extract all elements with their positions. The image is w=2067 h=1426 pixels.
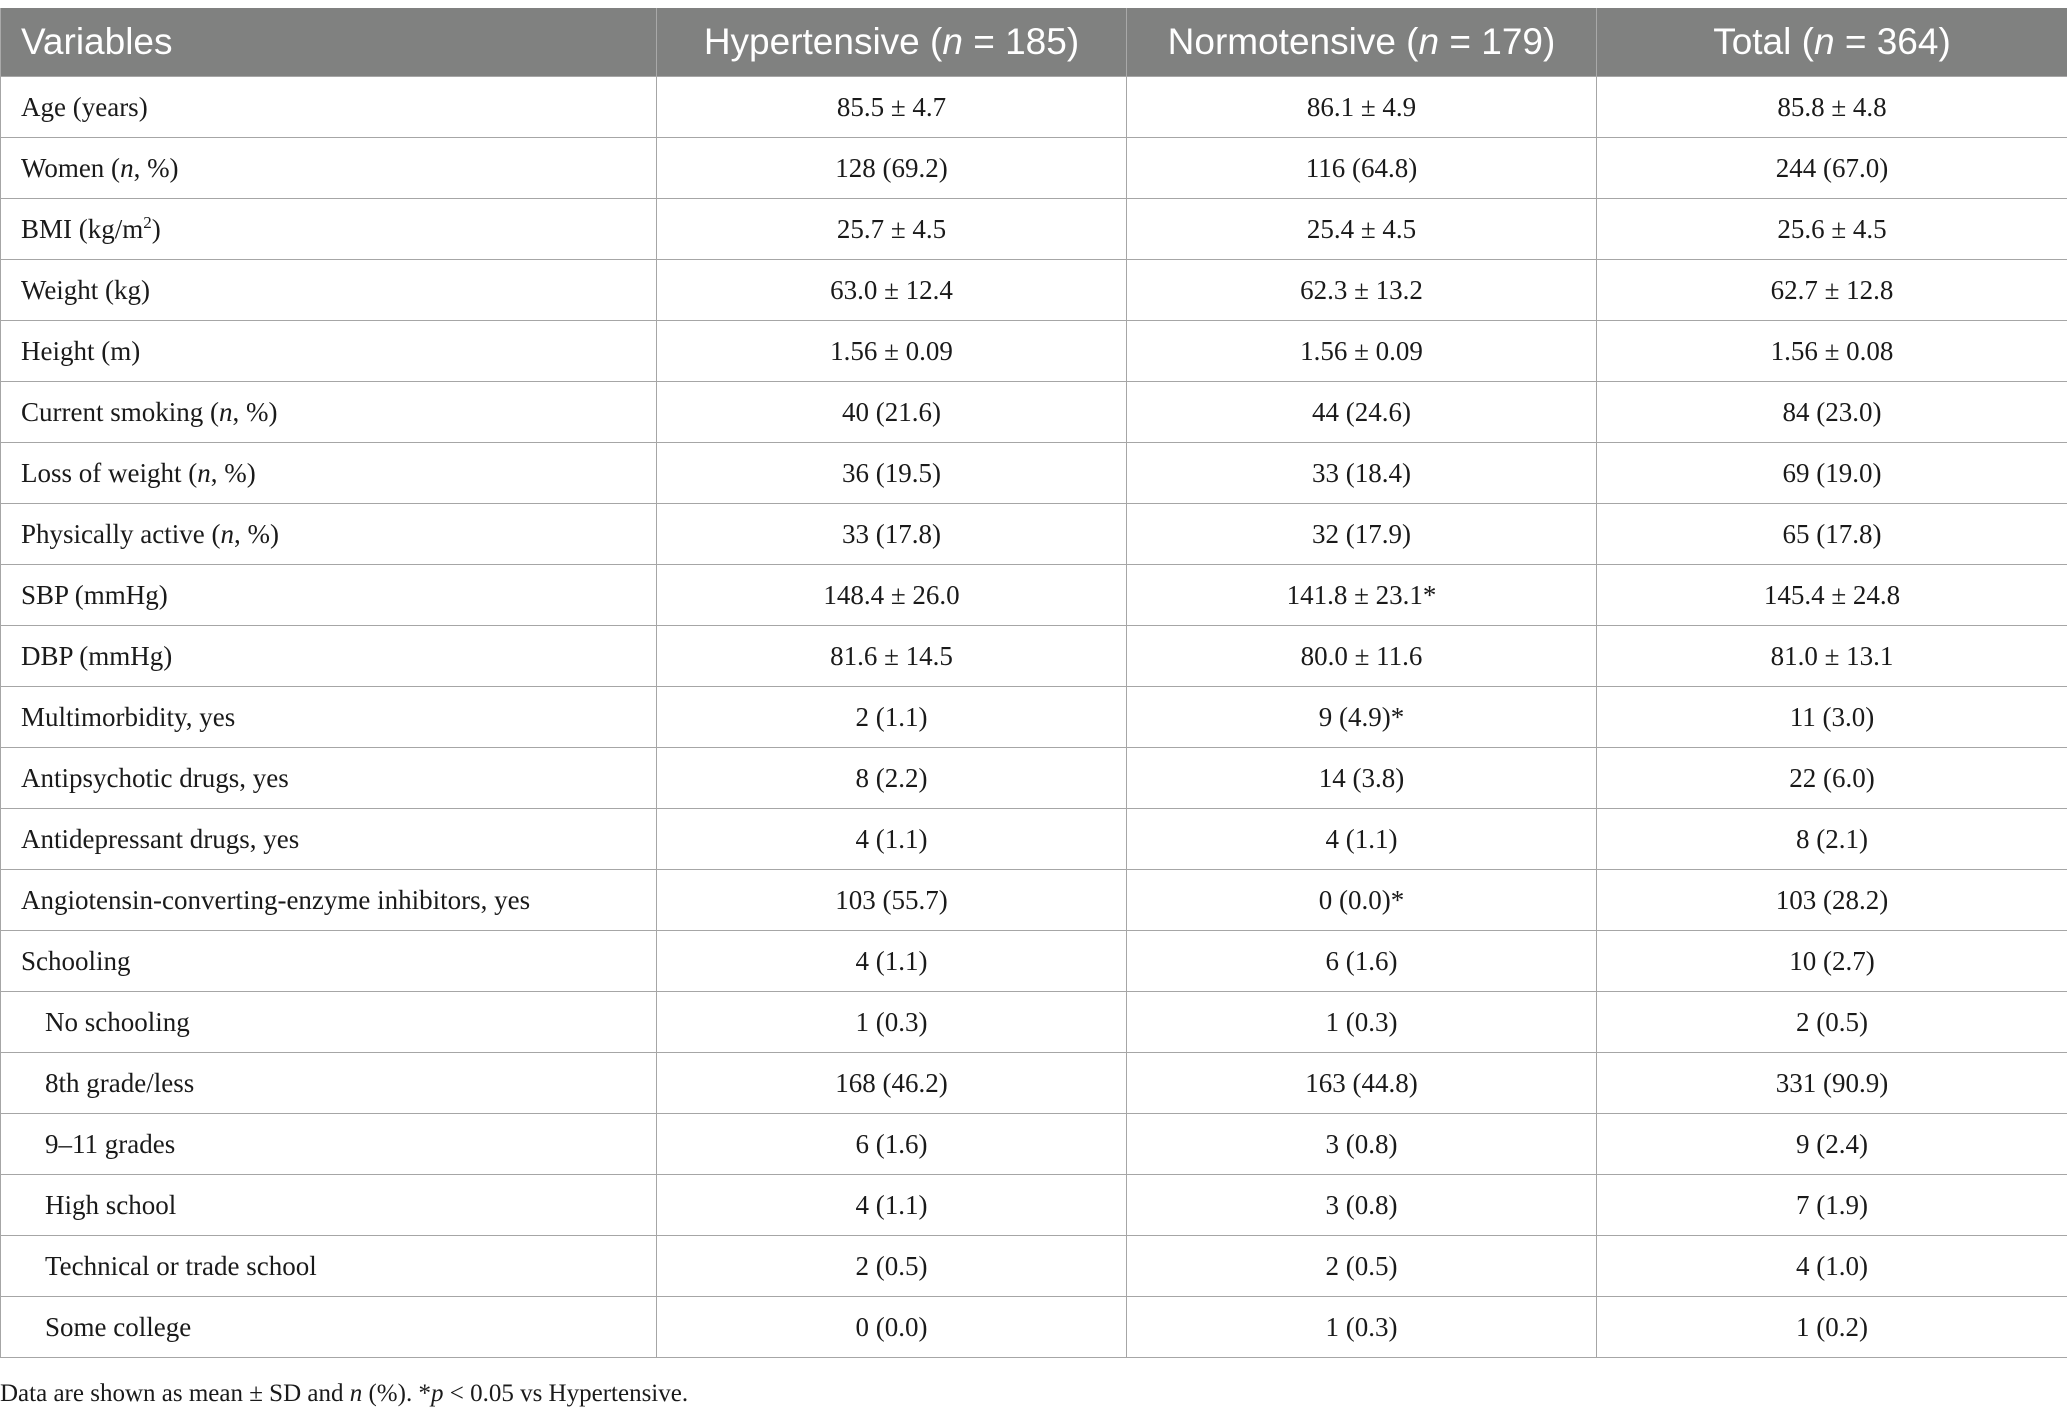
cell-hypertensive: 4 (1.1) [657,1175,1127,1236]
cell-hypertensive: 33 (17.8) [657,504,1127,565]
cell-total: 145.4 ± 24.8 [1597,565,2067,626]
cell-total: 244 (67.0) [1597,138,2067,199]
table-row [1,687,2067,748]
table-row [1,992,2067,1053]
table-row [1,1297,2067,1358]
table-row [1,138,2067,199]
cell-normotensive: 1.56 ± 0.09 [1127,321,1597,382]
cell-normotensive: 3 (0.8) [1127,1114,1597,1175]
cell-normotensive: 32 (17.9) [1127,504,1597,565]
cell-hypertensive: 8 (2.2) [657,748,1127,809]
row-label-post: , %) [232,396,278,427]
header-hyper-n: n [942,21,963,62]
cell-hypertensive: 0 (0.0) [657,1297,1127,1358]
footnote-part1: Data are shown as mean ± SD and [0,1380,350,1407]
header-hyper-label: Hypertensive ( [703,21,943,62]
row-label-post: , %) [133,152,179,183]
cell-total: 81.0 ± 13.1 [1597,626,2067,687]
cell-total: 25.6 ± 4.5 [1597,199,2067,260]
row-label-n: n [220,518,234,549]
cell-normotensive: 62.3 ± 13.2 [1127,260,1597,321]
table-row [1,321,2067,382]
row-label [1,443,657,504]
cell-hypertensive: 85.5 ± 4.7 [657,77,1127,138]
row-label: Angiotensin-converting-enzyme inhibitors, yes [1,870,657,931]
row-label [1,138,657,199]
cell-total: 84 (23.0) [1597,382,2067,443]
cell-hypertensive: 36 (19.5) [657,443,1127,504]
row-label: DBP (mmHg) [1,626,657,687]
row-label [1,504,657,565]
row-label: SBP (mmHg) [1,565,657,626]
row-label-post: , %) [210,457,256,488]
cell-total: 7 (1.9) [1597,1175,2067,1236]
header-total [1597,8,2067,77]
cell-total: 62.7 ± 12.8 [1597,260,2067,321]
footnote-part3: < 0.05 vs Hypertensive. [443,1380,689,1407]
table-row [1,748,2067,809]
cell-normotensive: 0 (0.0)* [1127,870,1597,931]
header-total-n: n [1813,21,1835,62]
cell-normotensive: 163 (44.8) [1127,1053,1597,1114]
cell-hypertensive: 2 (0.5) [657,1236,1127,1297]
row-label-post: , %) [233,518,279,549]
cell-normotensive: 2 (0.5) [1127,1236,1597,1297]
table-row [1,443,2067,504]
cell-total: 11 (3.0) [1597,687,2067,748]
row-label: No schooling [1,992,657,1053]
row-label-n: n [120,152,134,183]
header-normotensive [1127,8,1597,77]
header-normo-n: n [1418,21,1440,62]
cell-total: 10 (2.7) [1597,931,2067,992]
cell-total: 85.8 ± 4.8 [1597,77,2067,138]
header-hyper-value: = 185) [962,21,1080,62]
cell-total: 103 (28.2) [1597,870,2067,931]
row-label-n: n [218,396,233,427]
cell-normotensive: 4 (1.1) [1127,809,1597,870]
cell-total: 22 (6.0) [1597,748,2067,809]
row-label: Height (m) [1,321,657,382]
table-row [1,1114,2067,1175]
row-label: Antidepressant drugs, yes [1,809,657,870]
cell-hypertensive: 6 (1.6) [657,1114,1127,1175]
row-label: 9–11 grades [1,1114,657,1175]
row-label-pre: Women ( [21,152,121,183]
cell-normotensive: 1 (0.3) [1127,992,1597,1053]
cell-normotensive: 1 (0.3) [1127,1297,1597,1358]
table-row [1,199,2067,260]
cell-normotensive: 6 (1.6) [1127,931,1597,992]
row-label-pre: Current smoking ( [21,396,219,427]
cell-hypertensive: 25.7 ± 4.5 [657,199,1127,260]
table-row [1,809,2067,870]
row-label: Age (years) [1,77,657,138]
row-label-sup: 2 [143,213,152,232]
row-label-post: ) [151,214,161,244]
row-label: High school [1,1175,657,1236]
row-label: Technical or trade school [1,1236,657,1297]
cell-hypertensive: 63.0 ± 12.4 [657,260,1127,321]
characteristics-table [0,8,2067,1358]
cell-normotensive: 9 (4.9)* [1127,687,1597,748]
cell-total: 8 (2.1) [1597,809,2067,870]
cell-total: 4 (1.0) [1597,1236,2067,1297]
cell-hypertensive: 40 (21.6) [657,382,1127,443]
table-row [1,626,2067,687]
cell-hypertensive: 2 (1.1) [657,687,1127,748]
cell-normotensive: 3 (0.8) [1127,1175,1597,1236]
cell-normotensive: 116 (64.8) [1127,138,1597,199]
header-normo-label: Normotensive ( [1167,21,1419,62]
row-label: Schooling [1,931,657,992]
cell-hypertensive: 1.56 ± 0.09 [657,321,1127,382]
cell-total: 65 (17.8) [1597,504,2067,565]
header-row [1,8,2067,77]
table-row [1,260,2067,321]
row-label-n: n [197,457,211,488]
header-hypertensive [657,8,1127,77]
row-label-pre: Physically active ( [21,518,221,549]
table-row [1,504,2067,565]
cell-normotensive: 33 (18.4) [1127,443,1597,504]
table-wrapper [0,8,2067,1358]
header-normo-value: = 179) [1439,21,1556,62]
cell-normotensive: 86.1 ± 4.9 [1127,77,1597,138]
row-label: 8th grade/less [1,1053,657,1114]
cell-total: 1 (0.2) [1597,1297,2067,1358]
cell-normotensive: 141.8 ± 23.1* [1127,565,1597,626]
row-label: Multimorbidity, yes [1,687,657,748]
table-row [1,77,2067,138]
cell-normotensive: 44 (24.6) [1127,382,1597,443]
cell-total: 9 (2.4) [1597,1114,2067,1175]
cell-normotensive: 80.0 ± 11.6 [1127,626,1597,687]
cell-hypertensive: 128 (69.2) [657,138,1127,199]
table-row [1,1236,2067,1297]
cell-hypertensive: 168 (46.2) [657,1053,1127,1114]
table-row [1,382,2067,443]
cell-hypertensive: 1 (0.3) [657,992,1127,1053]
cell-normotensive: 25.4 ± 4.5 [1127,199,1597,260]
cell-hypertensive: 4 (1.1) [657,931,1127,992]
row-label: Weight (kg) [1,260,657,321]
cell-total: 2 (0.5) [1597,992,2067,1053]
cell-total: 331 (90.9) [1597,1053,2067,1114]
cell-hypertensive: 103 (55.7) [657,870,1127,931]
table-row [1,565,2067,626]
footnote-n: n [349,1380,363,1407]
table-row [1,870,2067,931]
footnote-part2: (%). * [362,1380,431,1407]
row-label [1,199,657,260]
table-footnote [0,1380,688,1408]
row-label-pre: BMI (kg/m [21,214,144,244]
cell-total: 1.56 ± 0.08 [1597,321,2067,382]
cell-hypertensive: 4 (1.1) [657,809,1127,870]
table-row [1,1175,2067,1236]
table-row [1,931,2067,992]
header-total-label: Total ( [1713,21,1814,62]
footnote-p: p [430,1380,444,1407]
cell-hypertensive: 81.6 ± 14.5 [657,626,1127,687]
row-label: Some college [1,1297,657,1358]
row-label [1,382,657,443]
row-label-pre: Loss of weight ( [21,457,198,488]
header-total-value: = 364) [1834,21,1951,62]
header-variables: Variables [1,8,657,77]
cell-normotensive: 14 (3.8) [1127,748,1597,809]
cell-total: 69 (19.0) [1597,443,2067,504]
row-label: Antipsychotic drugs, yes [1,748,657,809]
cell-hypertensive: 148.4 ± 26.0 [657,565,1127,626]
table-row [1,1053,2067,1114]
